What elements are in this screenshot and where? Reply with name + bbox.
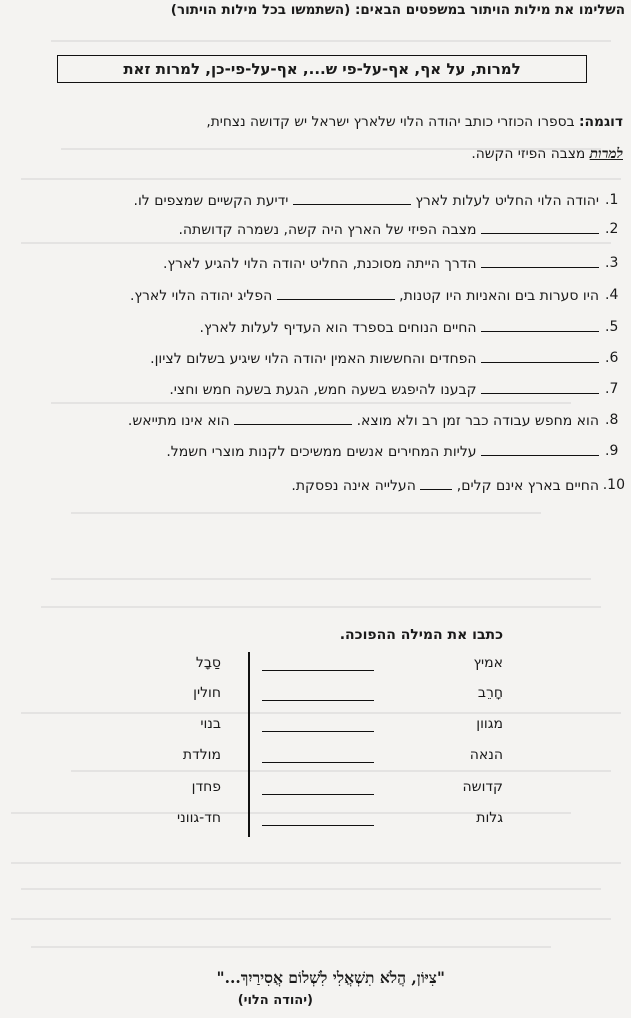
- list-item: [6, 319, 625, 345]
- answer-blank[interactable]: [481, 255, 599, 268]
- answer-line[interactable]: [262, 700, 374, 701]
- item-text-before: היו סערות בים והאניות היו קטנות,: [399, 288, 599, 304]
- answer-blank[interactable]: [293, 192, 411, 205]
- closing-quote: "צִיּוֹן, הֲלֹא תִשְׁאֲלִי לִשְׁלוֹם אֲסִירַיִךְ...": [216, 968, 445, 987]
- answer-blank[interactable]: [481, 381, 599, 394]
- quote-author: (יהודה הלוי): [237, 993, 313, 1008]
- answer-blank[interactable]: [481, 350, 599, 363]
- item-number: 1.: [605, 192, 619, 208]
- opposite-word-right: מגוון: [476, 716, 503, 732]
- item-text-after: העלייה אינה נפסקת.: [291, 478, 416, 494]
- opposites-grid: [0, 652, 631, 837]
- opposite-word-left: בנוי: [200, 716, 221, 732]
- instructions: השלימו את מילות הויתור במשפטים הבאים: (השתמשו בכל מילות הויתור): [170, 2, 625, 18]
- opposite-word-left: פחדן: [191, 779, 221, 795]
- item-text-after: מצבה הפיזי של הארץ היה קשה, נשמרה קדושתה.: [178, 222, 477, 238]
- item-text-before: יהודה הלוי החליט לעלות לארץ: [415, 193, 599, 209]
- item-text-after: החיים הנוחים בספרד הוא העדיף לעלות לארץ.: [199, 320, 477, 336]
- opposite-row: [0, 779, 631, 799]
- opposite-word-right: גלות: [476, 810, 503, 826]
- opposite-row: [0, 685, 631, 705]
- example-line1: בספרו הכוזרי כותב יהודה הלוי שלארץ ישראל יש קדושה נצחית,: [206, 114, 575, 130]
- opposite-word-right: חָרֵב: [477, 685, 503, 701]
- item-text-after: הדרך הייתה מסוכנת, החליט יהודה הלוי להגיע לארץ.: [162, 256, 477, 272]
- opposite-word-right: אמיץ: [473, 655, 503, 671]
- item-number: 4.: [605, 287, 619, 303]
- answer-blank[interactable]: [277, 287, 395, 300]
- example-handwritten-answer: למרות: [589, 146, 623, 162]
- opposite-word-right: קדושה: [462, 779, 503, 795]
- item-text-after: הפליג יהודה הלוי לארץ.: [129, 288, 273, 304]
- answer-blank[interactable]: [420, 477, 452, 490]
- answer-blank[interactable]: [481, 319, 599, 332]
- example-line2: מצבה הפיזי הקשה.: [471, 146, 586, 162]
- item-text-after: הפחדים והחששות האמין יהודה הלוי שיגיע בשלום לציון.: [150, 351, 477, 367]
- item-text-after: הוא אינו מתייאש.: [127, 413, 230, 429]
- list-item: [6, 412, 625, 438]
- answer-blank[interactable]: [481, 443, 599, 456]
- item-number: 2.: [605, 221, 619, 237]
- list-item: [6, 381, 625, 407]
- word-bank-box: [57, 55, 587, 83]
- answer-blank[interactable]: [234, 412, 352, 425]
- answer-line[interactable]: [262, 762, 374, 763]
- opposite-row: [0, 747, 631, 767]
- list-item: [6, 192, 625, 218]
- item-text-after: קבענו להיפגש בשעה חמש, הגעת בשעה חמש וחצי.: [169, 382, 477, 398]
- word-bank-text: למרות, על אף, אף-על-פי ש..., אף-על-פי-כן, למרות זאת: [123, 60, 521, 78]
- list-item: [6, 287, 625, 313]
- opposite-row: [0, 716, 631, 736]
- answer-line[interactable]: [262, 670, 374, 671]
- item-number: 3.: [605, 255, 619, 271]
- item-number: 5.: [605, 319, 619, 335]
- opposite-word-left: חולין: [193, 685, 221, 701]
- opposite-word-right: הנאה: [469, 747, 503, 763]
- answer-line[interactable]: [262, 794, 374, 795]
- opposites-title: כתבו את המילה ההפוכה.: [339, 627, 503, 643]
- item-number: 6.: [605, 350, 619, 366]
- item-text-after: ידיעת הקשיים שמצפים לו.: [133, 193, 289, 209]
- item-text-after: עליות המחירים אנשים ממשיכים לקנות מוצרי חשמל.: [166, 444, 477, 460]
- example-label: דוגמה:: [579, 114, 623, 130]
- item-number: 8.: [605, 412, 619, 428]
- list-item: [6, 255, 625, 281]
- list-item: [6, 477, 625, 503]
- example-block: [6, 106, 623, 170]
- item-number: 10.: [602, 477, 625, 493]
- list-item: [6, 443, 625, 469]
- item-text-before: החיים בארץ אינם קלים,: [456, 478, 599, 494]
- answer-line[interactable]: [262, 825, 374, 826]
- opposite-word-left: סַבָל: [195, 655, 221, 671]
- item-number: 9.: [605, 443, 619, 459]
- item-text-before: הוא מחפש עבודה כבר זמן רב ולא מוצא.: [356, 413, 599, 429]
- opposite-row: [0, 810, 631, 830]
- answer-blank[interactable]: [481, 221, 599, 234]
- opposite-word-left: חד-גווני: [177, 810, 221, 826]
- list-item: [6, 221, 625, 247]
- item-number: 7.: [605, 381, 619, 397]
- answer-line[interactable]: [262, 731, 374, 732]
- opposite-row: [0, 655, 631, 675]
- opposite-word-left: מולדת: [182, 747, 221, 763]
- list-item: [6, 350, 625, 376]
